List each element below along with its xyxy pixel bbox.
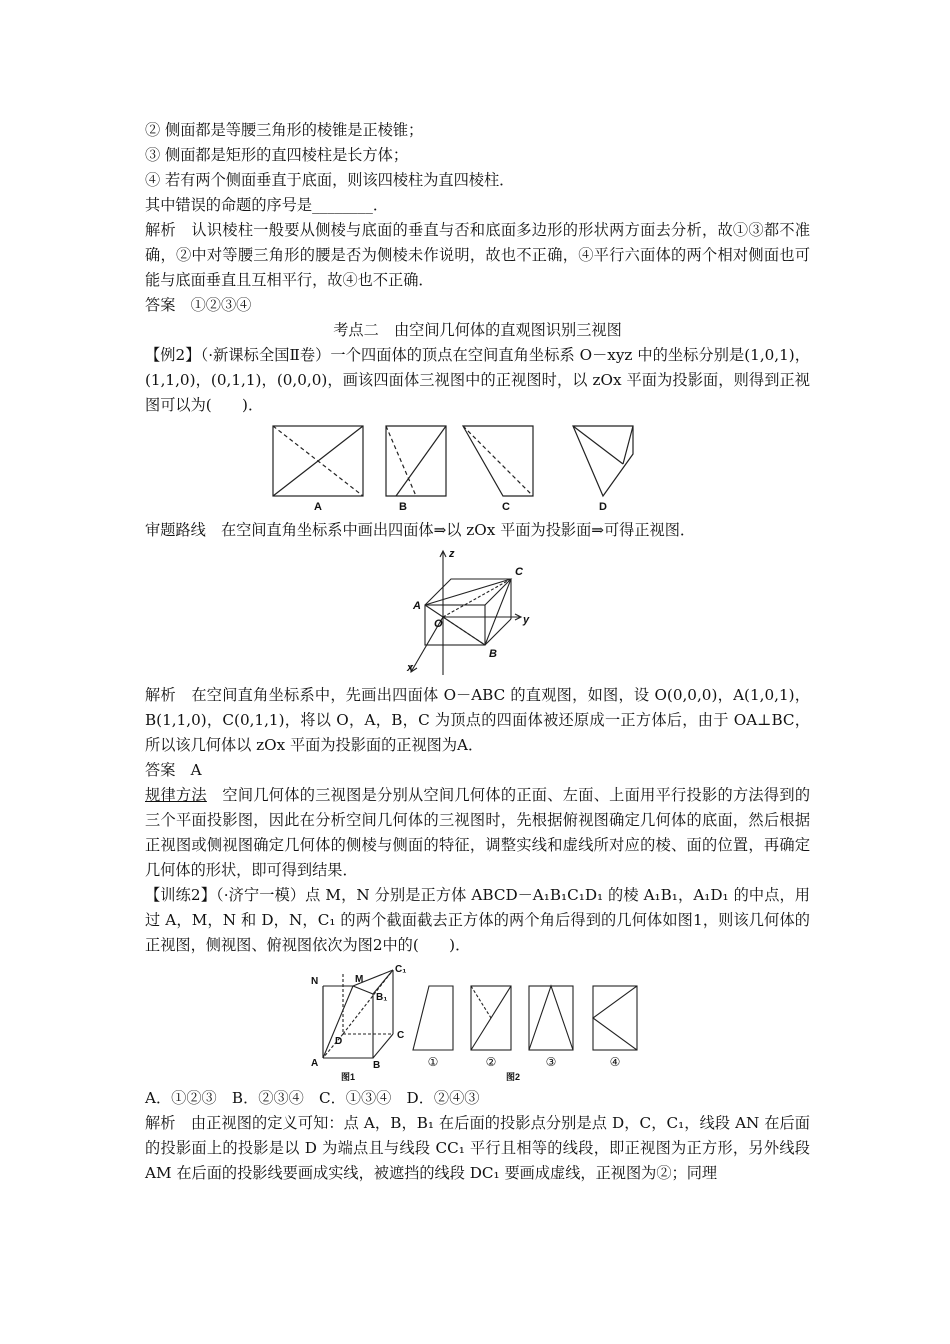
cube-label-c: C (396, 1030, 404, 1041)
tetrahedron-axes-figure (403, 547, 553, 677)
rule-label: 规律方法 (145, 786, 207, 804)
training-2: 【训练2】（·济宁一模）点 M，N 分别是正方体 ABCD－A₁B₁C₁D₁ 的棱 A₁B₁，A₁D₁ 的中点，用过 A，M，N 和 D，N，C₁ 的两个截面截去正方体的两个角后得到的几何体如图1，则该几何体的正视图，侧视图、俯视图依次为图2中的( )． (145, 886, 810, 954)
training-2-figure (303, 964, 653, 1082)
text-line-statement-3: ③ 侧面都是矩形的直四棱柱是长方体； (145, 146, 409, 164)
option-label-b: B (398, 501, 407, 513)
answer-1: 答案 ①②③④ (145, 296, 252, 314)
example-2-options-figure (268, 424, 688, 514)
axis-label-z: z (448, 548, 454, 560)
point-label-b: B (488, 648, 497, 660)
question-prompt: 其中错误的命题的序号是________． (145, 196, 388, 214)
text-line-statement-4: ④ 若有两个侧面垂直于底面，则该四棱柱为直四棱柱． (145, 171, 515, 189)
answer-choices: A．①②③ B．②③④ C．①③④ D．②④③ (145, 1089, 480, 1107)
option-label-d: D (598, 501, 607, 513)
solution-1: 解析 认识棱柱一般要从侧棱与底面的垂直与否和底面多边形的形状两方面去分析，故①③都不准确，②中对等腰三角形的腰是否为侧棱未作说明，故也不正确，④平行六面体的两个相对侧面也可能与底面垂直且互相平行，故④也不正确． (145, 221, 810, 289)
answer-2: 答案 A (145, 761, 202, 779)
cube-label-b1: B₁ (375, 992, 387, 1003)
cube-label-a: A (310, 1058, 318, 1069)
document-page (145, 118, 810, 1186)
cube-label-c1: C₁ (394, 964, 406, 975)
point-label-o: O (433, 618, 443, 630)
section-heading: 考点二 由空间几何体的直观图识别三视图 (333, 321, 622, 339)
view-option-1: ① (427, 1055, 438, 1069)
cube-label-b: B (372, 1060, 380, 1071)
text-line-statement-2: ② 侧面都是等腰三角形的棱锥是正棱锥； (145, 121, 424, 139)
figure-caption-2: 图2 (505, 1072, 520, 1082)
solution-3: 解析 由正视图的定义可知：点 A，B，B₁ 在后面的投影点分别是点 D，C，C₁，线段 AN 在后面的投影面上的投影是以 D 为端点且与线段 CC₁ 平行且相等的线段，即正视图为正方形，另外线段 AM 在后面的投影线要画成实线，被遮挡的线段 DC₁ 要画成虚线，正视图为②；同理 (145, 1114, 810, 1182)
axis-label-x: x (406, 662, 413, 674)
rule-method (145, 783, 810, 883)
cube-label-n: N (310, 976, 318, 987)
solution-2: 解析 在空间直角坐标系中，先画出四面体 O－ABC 的直观图，如图，设 O(0,0,0)，A(1,0,1)，B(1,1,0)，C(0,1,1)，将以 O，A，B，C 为顶点的四面体被还原成一正方体后，由于 OA⊥BC，所以该几何体以 zOx 平面为投影面的正视图为A． (145, 686, 810, 754)
cube-label-d: D (334, 1036, 342, 1047)
figure-caption-1: 图1 (340, 1072, 355, 1082)
axis-label-y: y (522, 614, 529, 626)
point-label-c: C (514, 566, 523, 578)
example-2: 【例2】（·新课标全国Ⅱ卷）一个四面体的顶点在空间直角坐标系 O－xyz 中的坐标分别是(1,0,1)，(1,1,0)，(0,1,1)，(0,0,0)，画该四面体三视图中的正视图时，以 zOx 平面为投影面，则得到正视图可以为( )． (145, 346, 810, 414)
view-option-2: ② (485, 1055, 496, 1069)
view-option-4: ④ (609, 1055, 620, 1069)
option-label-c: C (501, 501, 510, 513)
rule-text: 空间几何体的三视图是分别从空间几何体的正面、左面、上面用平行投影的方法得到的三个平面投影图，因此在分析空间几何体的三视图时，先根据俯视图确定几何体的底面，然后根据正视图或侧视图确定几何体的侧棱与侧面的特征，调整实线和虚线所对应的棱、面的位置，再确定几何体的形状，即可得到结果． (145, 786, 811, 879)
problem-route: 审题路线 在空间直角坐标系中画出四面体⇒以 zOx 平面为投影面⇒可得正视图． (145, 521, 696, 539)
point-label-a: A (412, 600, 421, 612)
view-option-3: ③ (545, 1055, 556, 1069)
option-label-a: A (313, 501, 322, 513)
cube-label-m: M (354, 974, 363, 985)
